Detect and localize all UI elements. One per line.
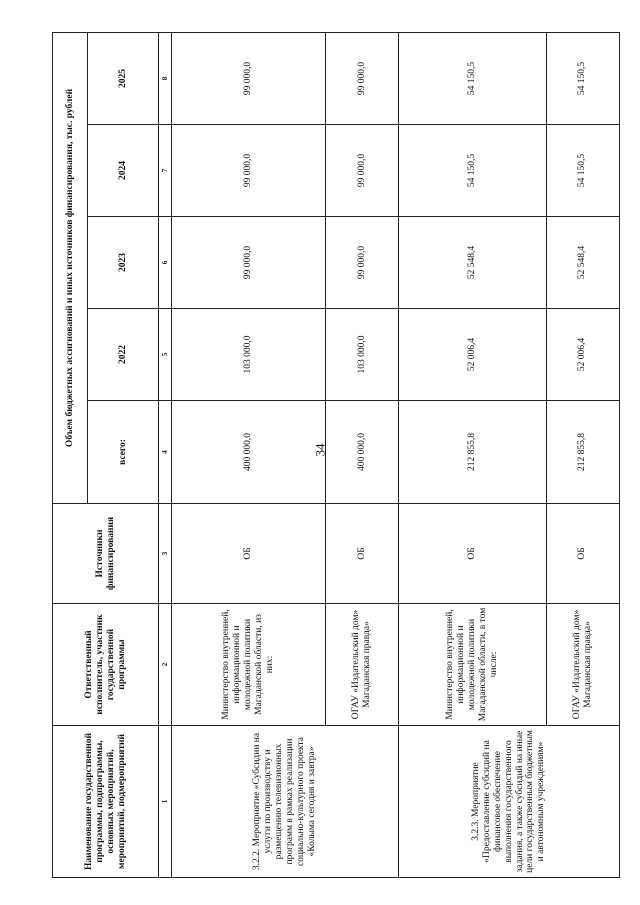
- value-2025: 54 150,5: [399, 32, 547, 124]
- column-number: 8: [159, 32, 172, 124]
- source: ОБ: [546, 504, 619, 604]
- header-funding-group: Объем бюджетных ассигнований и иных источников финансирования, тыс. рублей: [53, 32, 88, 503]
- value-2023: 99 000,0: [325, 217, 398, 309]
- column-number: 4: [159, 401, 172, 504]
- source: ОБ: [172, 504, 326, 604]
- header-2025: 2025: [88, 32, 159, 124]
- table-row: [399, 32, 547, 877]
- value-2024: 54 150,5: [546, 125, 619, 217]
- header-executor: Ответственный исполнитель, участник государственной программы: [53, 604, 159, 726]
- measure-name: 3.2.3. Мероприятие «Предоставление субсидий на финансовое обеспечение выполнения государственного задания, а также субсидий на иные цели государственным бюджетным и автономным учреждениям»: [399, 726, 620, 878]
- executor: Министерство внутренней, информационной и молодежной политики Магаданской области, из них:: [172, 604, 326, 726]
- value-total: 212 855,8: [399, 401, 547, 504]
- value-2025: 99 000,0: [325, 32, 398, 124]
- header-2022: 2022: [88, 309, 159, 401]
- value-2023: 99 000,0: [172, 217, 326, 309]
- value-2025: 99 000,0: [172, 32, 326, 124]
- column-number: 5: [159, 309, 172, 401]
- page-number: 34: [312, 443, 328, 457]
- rotated-table-container: [52, 33, 620, 878]
- source: ОБ: [325, 504, 398, 604]
- column-number: 3: [159, 504, 172, 604]
- executor: ОГАУ «Издательский дом» Магаданская правда»: [546, 604, 619, 726]
- executor: Министерство внутренней, информационной и молодежной политики Магаданской области, в том числе:: [399, 604, 547, 726]
- header-name: Наименование государственной программы, подпрограммы, основных мероприятий, мероприятий, подмероприятий: [53, 726, 159, 878]
- funding-table: [52, 32, 620, 878]
- value-2022: 103 000,0: [325, 309, 398, 401]
- value-2023: 52 548,4: [546, 217, 619, 309]
- value-total: 400 000,0: [325, 401, 398, 504]
- value-2024: 99 000,0: [172, 125, 326, 217]
- column-number: 6: [159, 217, 172, 309]
- value-2024: 54 150,5: [399, 125, 547, 217]
- value-total: 212 855,8: [546, 401, 619, 504]
- table-row: [172, 32, 326, 877]
- value-2025: 54 150,5: [546, 32, 619, 124]
- value-2022: 103 000,0: [172, 309, 326, 401]
- source: ОБ: [399, 504, 547, 604]
- column-number: 7: [159, 125, 172, 217]
- measure-name: 3.2.2. Мероприятие «Субсидии на услуги по производству и размещению телевизионных программ в рамках реализации социально-культурного проекта «Колыма сегодня и завтра»: [172, 726, 399, 878]
- column-number: 1: [159, 726, 172, 878]
- value-2024: 99 000,0: [325, 125, 398, 217]
- column-number: 2: [159, 604, 172, 726]
- header-2023: 2023: [88, 217, 159, 309]
- header-2024: 2024: [88, 125, 159, 217]
- executor: ОГАУ «Издательский дом» Магаданская правда»: [325, 604, 398, 726]
- value-total: 400 000,0: [172, 401, 326, 504]
- value-2022: 52 006,4: [399, 309, 547, 401]
- value-2023: 52 548,4: [399, 217, 547, 309]
- header-source: Источники финансирования: [53, 504, 159, 604]
- value-2022: 52 006,4: [546, 309, 619, 401]
- header-total: всего:: [88, 401, 159, 504]
